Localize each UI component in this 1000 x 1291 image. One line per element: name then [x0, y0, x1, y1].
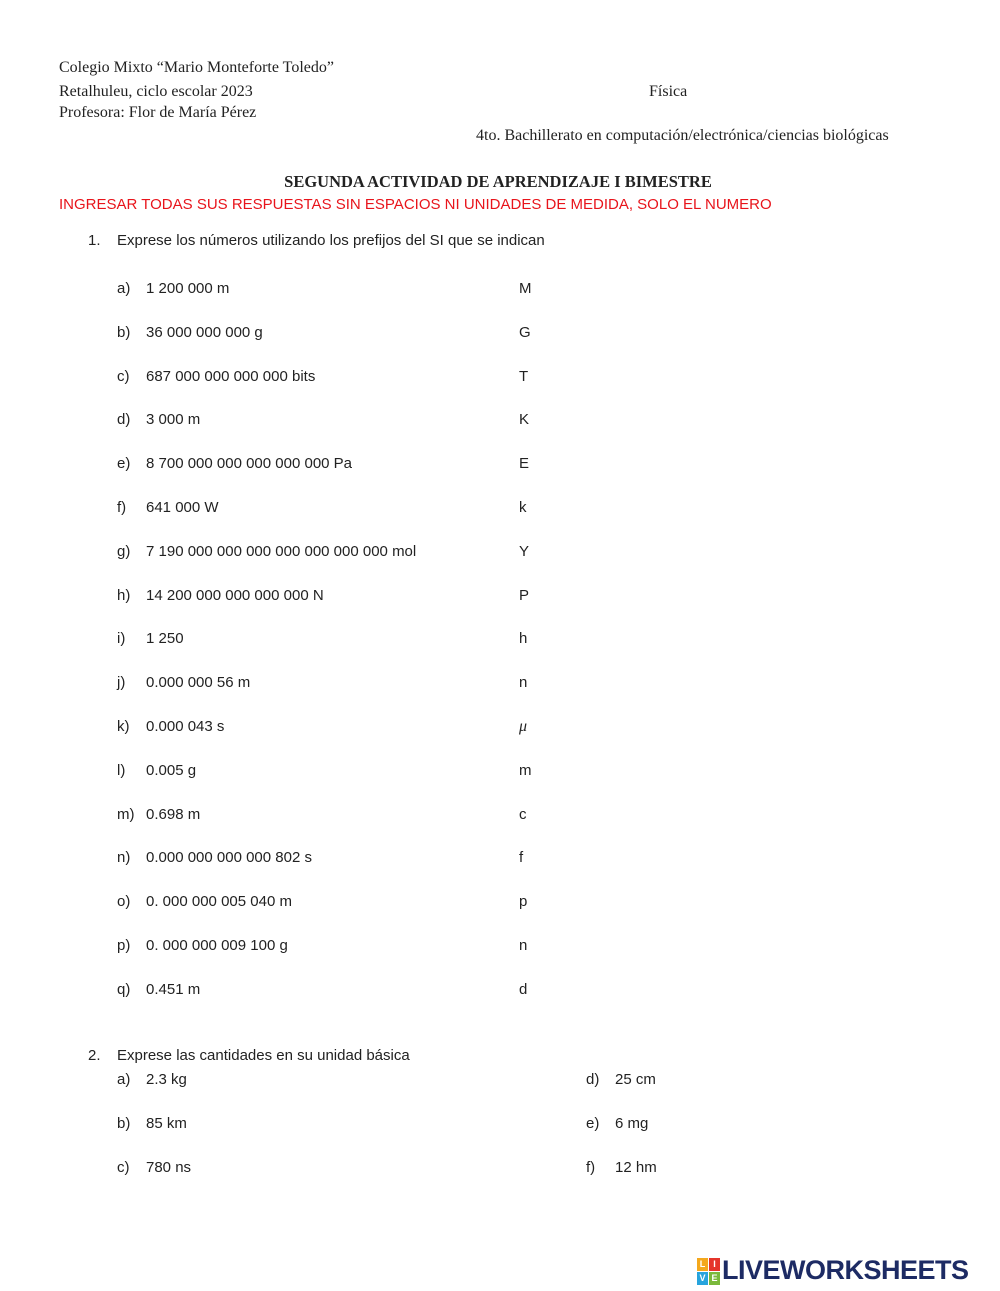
item-letter: b) — [117, 323, 131, 341]
school-name: Colegio Mixto “Mario Monteforte Toledo” — [59, 59, 334, 76]
question-1-text: Exprese los números utilizando los prefijos del SI que se indican — [117, 232, 545, 249]
item-letter: f) — [117, 499, 127, 516]
item-letter: b) — [117, 1115, 131, 1132]
item-value: 687 000 000 000 000 bits — [146, 367, 316, 385]
item-value: 0.005 g — [146, 761, 197, 779]
logo-mark-icon — [697, 1258, 719, 1284]
item-value: 0.698 m — [146, 805, 201, 823]
item-letter: f) — [586, 1159, 596, 1176]
location-year: Retalhuleu, ciclo escolar 2023 — [59, 83, 253, 100]
item-prefix: μ — [519, 718, 528, 735]
item-value: 0. 000 000 005 040 m — [146, 893, 292, 911]
item-value: 36 000 000 000 g — [146, 323, 263, 341]
item-value: 7 190 000 000 000 000 000 000 000 mol — [146, 542, 417, 560]
item-prefix: k — [519, 499, 527, 516]
item-prefix: m — [519, 761, 532, 779]
liveworksheets-logo — [697, 1255, 969, 1286]
item-value: 3 000 m — [146, 411, 201, 429]
item-value: 1 200 000 m — [146, 280, 230, 297]
item-value: 25 cm — [615, 1071, 656, 1088]
item-letter: n) — [117, 849, 131, 867]
item-prefix: f — [519, 849, 524, 867]
item-letter: i) — [117, 630, 126, 648]
grade: 4to. Bachillerato en computación/electrónica/ciencias biológicas — [476, 127, 889, 144]
item-prefix: P — [519, 586, 530, 604]
item-letter: q) — [117, 980, 131, 998]
logo-mark-letter: E — [709, 1272, 720, 1285]
item-letter: d) — [117, 411, 131, 429]
logo-mark-letter: V — [697, 1272, 708, 1285]
page-title: SEGUNDA ACTIVIDAD DE APRENDIZAJE I BIMESTRE — [284, 172, 712, 191]
item-value: 0.000 043 s — [146, 718, 225, 735]
item-prefix: p — [519, 893, 528, 911]
logo-mark-letter: L — [697, 1258, 708, 1271]
item-letter: j) — [117, 674, 126, 692]
item-letter: d) — [586, 1071, 600, 1088]
item-letter: a) — [117, 1071, 131, 1088]
question-2-text: Exprese las cantidades en su unidad básica — [117, 1047, 410, 1064]
item-letter: c) — [117, 367, 130, 385]
logo-text: LIVEWORKSHEETS — [722, 1255, 969, 1285]
item-value: 0. 000 000 009 100 g — [146, 937, 288, 954]
item-letter: h) — [117, 586, 131, 604]
question-1-number: 1. — [88, 232, 101, 249]
item-letter: a) — [117, 280, 131, 297]
item-value: 85 km — [146, 1115, 187, 1132]
item-value: 0.451 m — [146, 980, 201, 998]
item-prefix: c — [519, 805, 527, 823]
item-prefix: d — [519, 980, 528, 998]
item-prefix: M — [519, 280, 532, 297]
item-value: 6 mg — [615, 1115, 649, 1132]
question-2-number: 2. — [88, 1047, 101, 1064]
item-prefix: E — [519, 455, 530, 473]
item-letter: e) — [586, 1115, 600, 1132]
item-value: 780 ns — [146, 1159, 192, 1176]
teacher: Profesora: Flor de María Pérez — [59, 104, 257, 121]
item-prefix: Y — [519, 542, 530, 560]
item-value: 2.3 kg — [146, 1071, 187, 1088]
item-value: 0.000 000 000 000 802 s — [146, 849, 312, 867]
item-value: 0.000 000 56 m — [146, 674, 251, 692]
subject: Física — [649, 83, 688, 100]
logo-mark-letter: I — [709, 1258, 720, 1271]
item-prefix: h — [519, 630, 528, 648]
item-value: 8 700 000 000 000 000 000 Pa — [146, 455, 353, 473]
item-value: 641 000 W — [146, 499, 219, 516]
item-prefix: n — [519, 674, 528, 692]
item-prefix: n — [519, 937, 528, 954]
item-value: 14 200 000 000 000 000 N — [146, 586, 324, 604]
item-letter: c) — [117, 1159, 130, 1176]
item-letter: o) — [117, 893, 131, 911]
item-letter: m) — [117, 805, 135, 823]
item-prefix: T — [519, 367, 529, 385]
item-letter: k) — [117, 718, 130, 735]
instruction-text: INGRESAR TODAS SUS RESPUESTAS SIN ESPACIOS NI UNIDADES DE MEDIDA, SOLO EL NUMERO — [59, 196, 772, 213]
item-letter: g) — [117, 542, 131, 560]
item-letter: p) — [117, 937, 131, 954]
item-value: 12 hm — [615, 1159, 657, 1176]
item-prefix: K — [519, 411, 530, 429]
item-letter: l) — [117, 761, 126, 779]
item-prefix: G — [519, 323, 531, 341]
item-value: 1 250 — [146, 630, 184, 648]
item-letter: e) — [117, 455, 131, 473]
